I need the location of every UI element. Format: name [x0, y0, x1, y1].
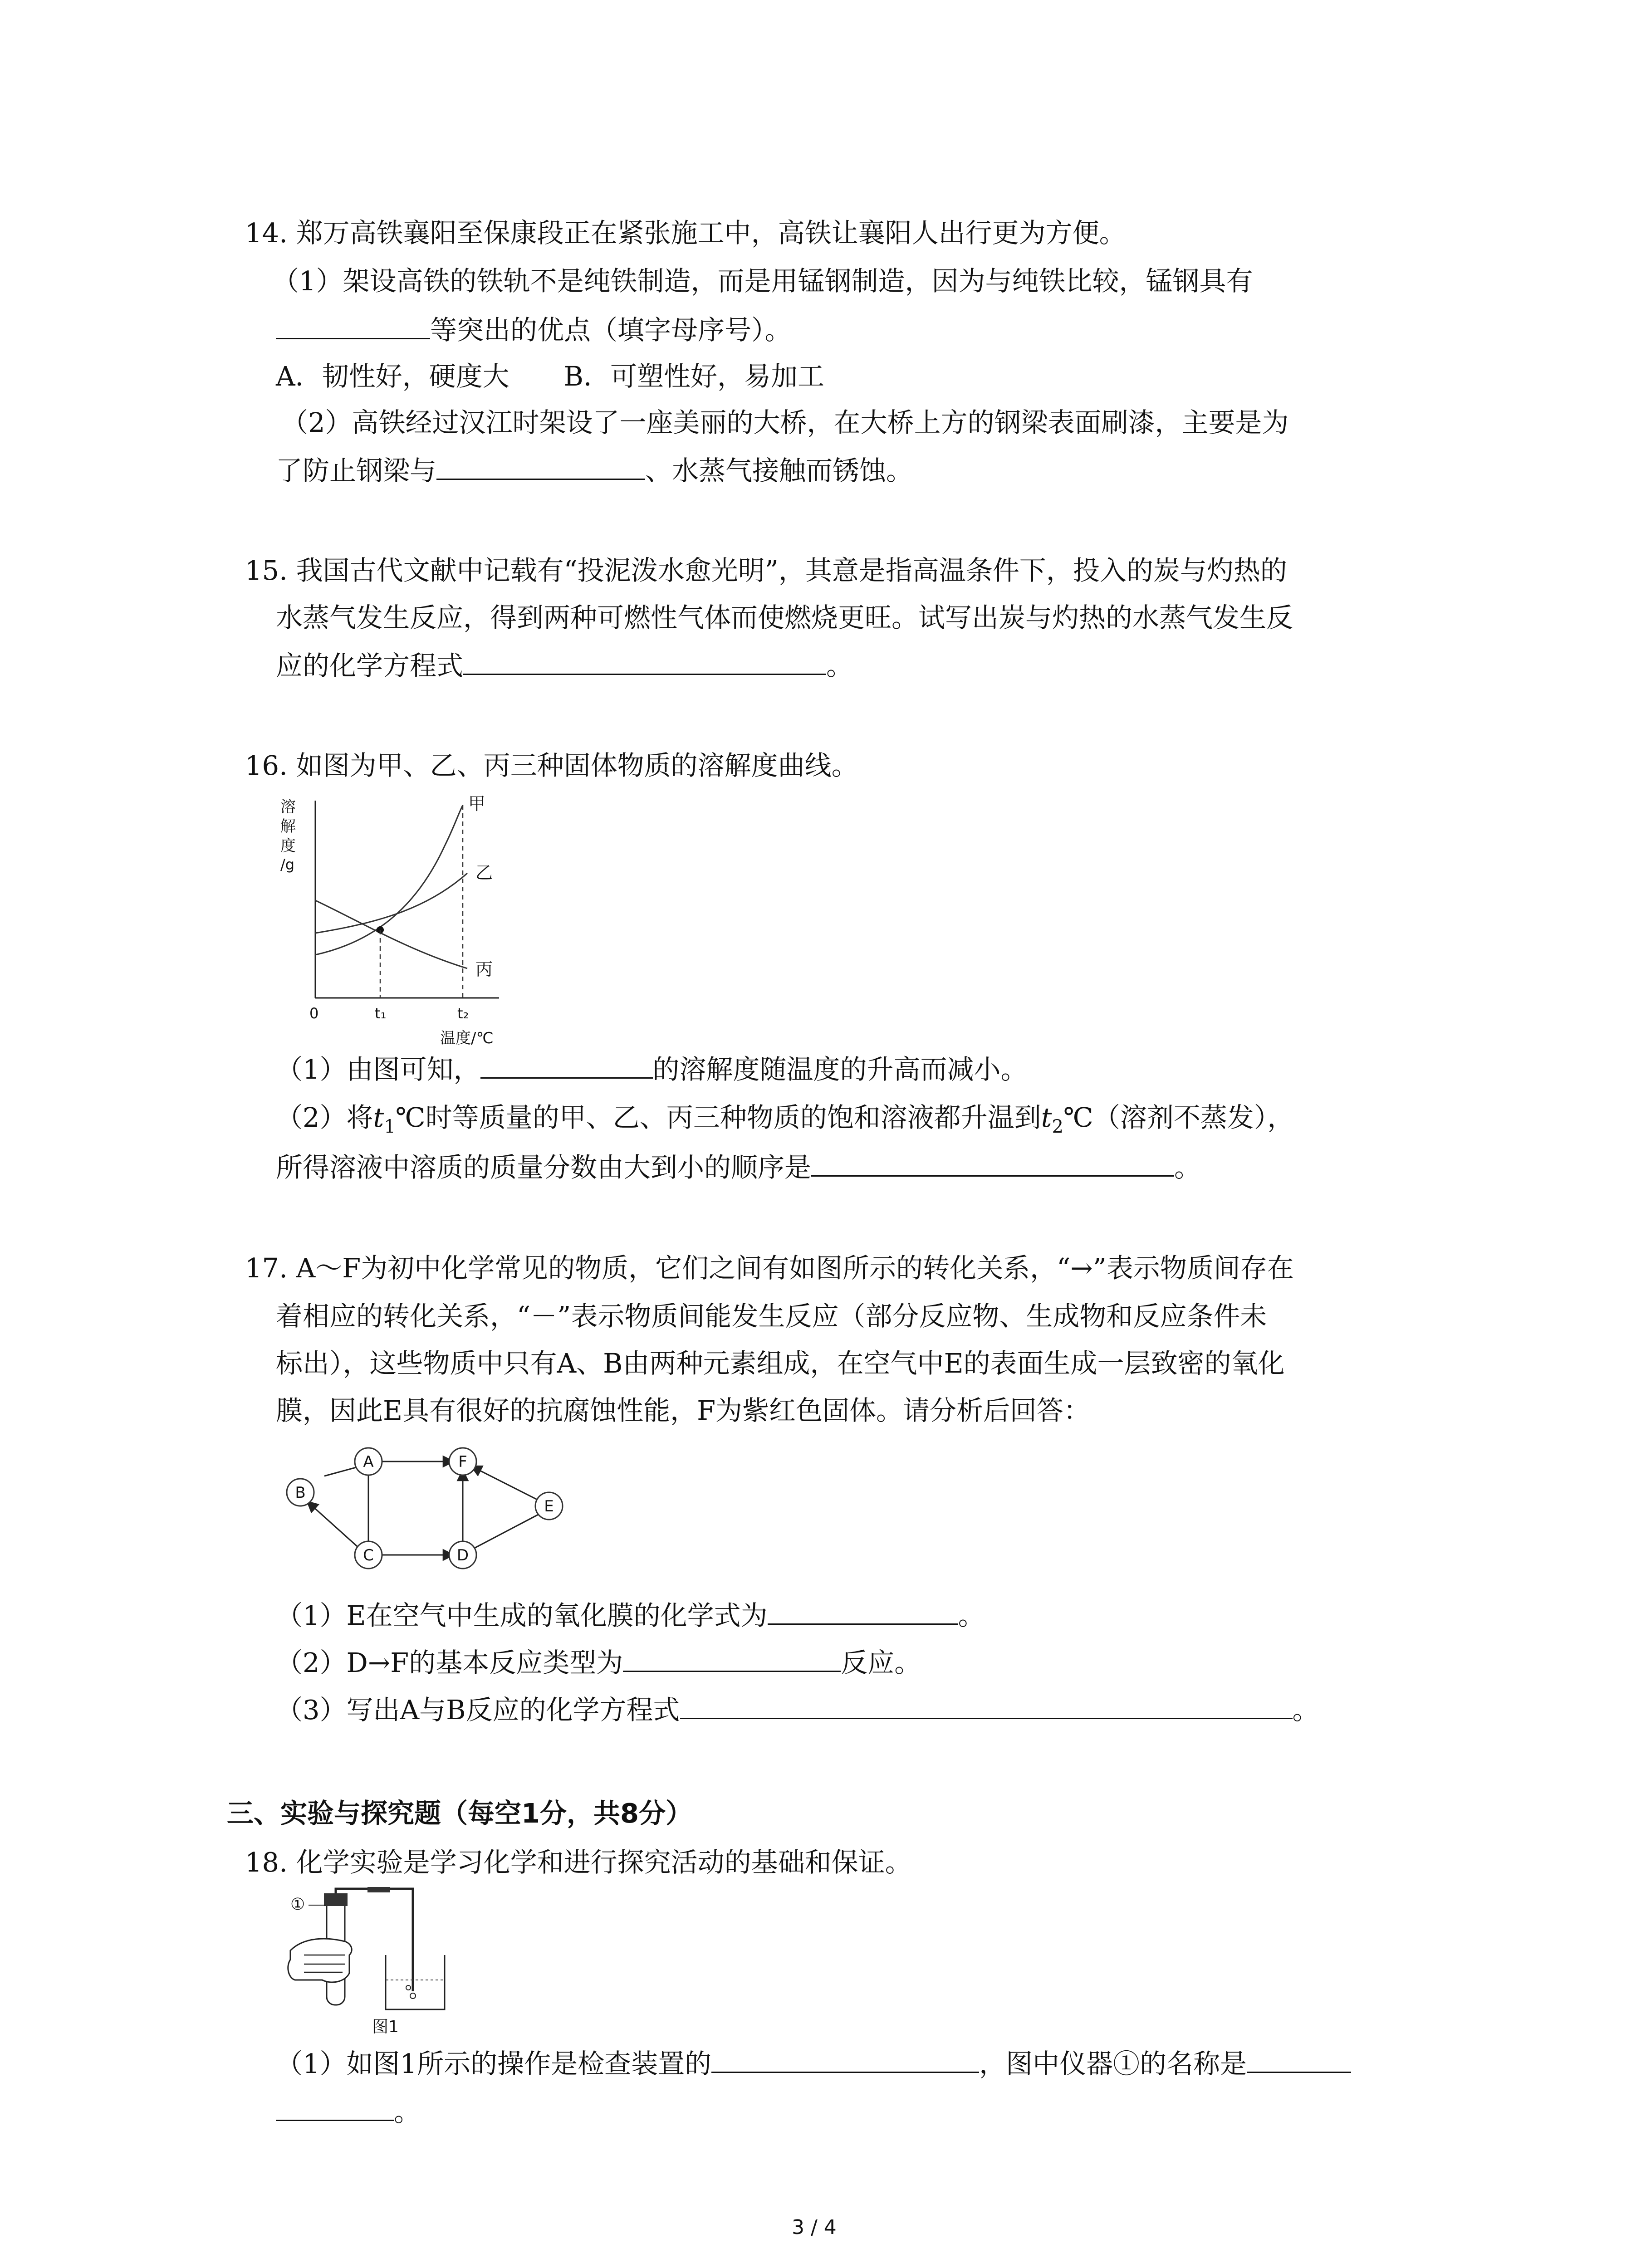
q14-stem: 14. 郑万高铁襄阳至保康段正在紧张施工中，高铁让襄阳人出行更为方便。: [245, 217, 1126, 249]
tick-t1: t₁: [375, 1005, 387, 1022]
series-yi-curve: [315, 873, 467, 933]
q18-part1-line1: （1）如图1所示的操作是检查装置的 ，图中仪器①的名称是: [276, 2046, 1351, 2082]
q17-part2: （2）D→F的基本反应类型为 反应。: [276, 1645, 921, 1681]
q15-stem-line2: 水蒸气发生反应，得到两种可燃性气体而使燃烧更旺。试写出炭与灼热的水蒸气发生反: [276, 602, 1293, 633]
figure-caption: 图1: [372, 2018, 399, 2036]
option-b: B．可塑性好，易加工: [563, 361, 824, 392]
q17-part1: （1）E在空气中生成的氧化膜的化学式为 。: [276, 1598, 985, 1634]
section-title: 三、实验与探究题（每空1分，共8分）: [227, 1798, 693, 1829]
stopper: [324, 1893, 348, 1906]
series-label-jia: 甲: [468, 794, 486, 814]
instrument-marker: ①: [290, 1895, 305, 1914]
q16-part2-line2: 所得溶液中溶质的质量分数由大到小的顺序是 。: [276, 1149, 1201, 1186]
q16-stem: 16. 如图为甲、乙、丙三种固体物质的溶解度曲线。: [245, 750, 858, 781]
answer-blank[interactable]: [711, 2046, 979, 2073]
q16-part2-line1: （2）将$t_1℃$时等质量的甲、乙、丙三种物质的饱和溶液都升温到$t_2℃$（溶剂不蒸发），: [276, 1102, 1294, 1137]
answer-blank[interactable]: [623, 1645, 841, 1672]
xlabel: 温度/℃: [440, 1029, 494, 1047]
tick-t2: t₂: [457, 1005, 469, 1022]
q16-part1: （1）由图可知， 的溶解度随温度的升高而减小。: [276, 1051, 1028, 1088]
node-d-label: D: [456, 1546, 469, 1564]
q14-part1-line1: （1）架设高铁的铁轨不是纯铁制造，而是用锰钢制造，因为与纯铁比较，锰钢具有: [272, 265, 1253, 297]
answer-blank[interactable]: [436, 453, 645, 480]
ylabel-3: 度: [280, 837, 296, 855]
answer-blank[interactable]: [276, 313, 430, 339]
node-e-label: E: [544, 1497, 554, 1515]
node-c-label: C: [363, 1546, 374, 1564]
ylabel-2: 解: [280, 817, 296, 836]
answer-blank[interactable]: [463, 648, 826, 675]
answer-blank[interactable]: [276, 2094, 394, 2121]
ylabel-4: /g: [280, 856, 295, 873]
q14-part2-line2: 了防止钢梁与 、水蒸气接触而锈蚀。: [276, 453, 913, 489]
airtightness-check-figure: [277, 1887, 476, 2041]
q14-part1-line2: 等突出的优点（填字母序号）。: [276, 312, 792, 348]
series-label-yi: 乙: [475, 863, 493, 883]
series-bing-curve: [315, 900, 467, 968]
q17-stem-line4: 膜，因此E具有很好的抗腐蚀性能，F为紫红色固体。请分析后回答：: [276, 1395, 1091, 1426]
q18-stem: 18. 化学实验是学习化学和进行探究活动的基础和保证。: [245, 1847, 912, 1878]
answer-blank[interactable]: [1247, 2046, 1351, 2073]
series-label-bing: 丙: [475, 959, 493, 979]
beaker: [386, 1955, 445, 2009]
hand: [288, 1939, 352, 1982]
bubble: [410, 1993, 416, 1999]
q17-stem-line3: 标出），这些物质中只有A、B由两种元素组成，在空气中E的表面生成一层致密的氧化: [276, 1348, 1285, 1379]
edge-e-d: [470, 1513, 541, 1550]
rubber-connector: [367, 1887, 390, 1892]
q17-stem-line2: 着相应的转化关系，“－”表示物质间能发生反应（部分反应物、生成物和反应条件未: [276, 1300, 1267, 1332]
answer-blank[interactable]: [680, 1692, 1293, 1719]
node-b-label: B: [295, 1484, 306, 1502]
solubility-curve-chart: [272, 792, 526, 1050]
edge-c-to-b: [307, 1501, 361, 1550]
answer-blank[interactable]: [768, 1598, 958, 1625]
answer-blank[interactable]: [480, 1052, 653, 1079]
node-f-label: F: [458, 1453, 467, 1471]
edge-e-to-f: [471, 1466, 541, 1501]
conversion-diagram: [272, 1433, 581, 1583]
page-number: 3 / 4: [792, 2216, 837, 2239]
ylabel-1: 溶: [280, 798, 296, 816]
origin-label: 0: [309, 1005, 319, 1022]
series-jia-curve: [315, 805, 463, 955]
node-a-label: A: [363, 1453, 374, 1471]
q18-part1-line2: 。: [276, 2094, 421, 2130]
q15-stem-line1: 15. 我国古代文献中记载有“投泥泼水愈光明”，其意是指高温条件下，投入的炭与灼热的: [245, 555, 1287, 586]
q14-part2-line1: （2）高铁经过汉江时架设了一座美丽的大桥，在大桥上方的钢梁表面刷漆，主要是为: [281, 407, 1289, 438]
q17-part3: （3）写出A与B反应的化学方程式 。: [276, 1692, 1319, 1728]
option-a: A．韧性好，硬度大: [276, 361, 509, 392]
q15-stem-line3: 应的化学方程式 。: [276, 648, 853, 684]
bubble: [406, 1985, 411, 1990]
q17-stem-line1: 17. A～F为初中化学常见的物质，它们之间有如图所示的转化关系，“→”表示物质间存在: [245, 1252, 1294, 1284]
q14-options: [276, 358, 824, 395]
answer-blank[interactable]: [811, 1150, 1174, 1177]
